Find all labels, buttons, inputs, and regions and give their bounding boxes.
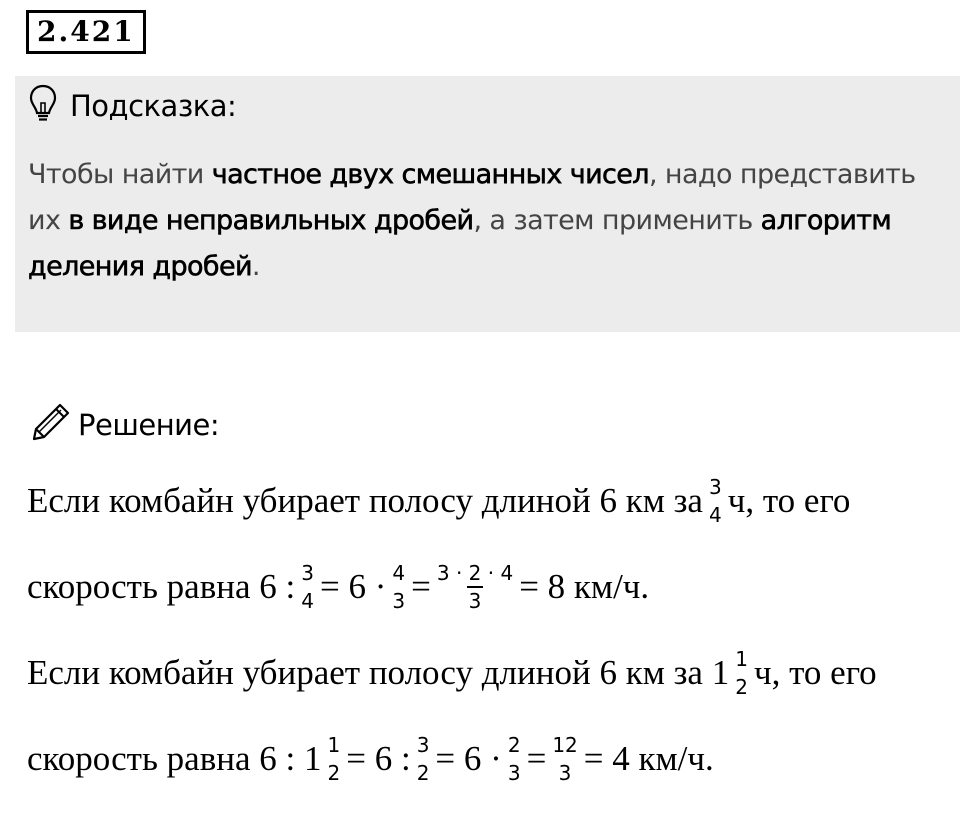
fraction [390,560,407,614]
denominator: 4 [708,503,722,527]
line-text: скорость равна 6 : 1 [27,739,322,778]
task-number: 2.421 [26,10,146,54]
lightbulb-icon [28,83,58,130]
line-text: = [411,567,431,606]
fraction [506,732,523,786]
denominator: 3 [467,586,484,614]
numerator: 12 [552,733,578,757]
numerator: 1 [327,733,341,757]
fraction [733,646,750,700]
numerator: 4 [392,561,406,585]
solution-line-4 [27,724,714,794]
pencil-icon [30,401,72,450]
numerator: 3 · 2 · 4 [436,561,514,585]
numerator: 2 [507,733,521,757]
hint-text-part: , надо представить их [28,159,916,236]
line-text: = 6 · [319,567,387,606]
solution-line-2 [27,552,649,622]
line-text: = 4 км/ч. [583,739,714,778]
fraction [435,560,515,614]
line-text: = 8 км/ч. [519,567,650,606]
hint-bold-phrase: в виде неправильных дробей [68,205,474,236]
solution-line-3 [27,638,877,708]
solution-title: Решение: [78,408,220,442]
denominator: 2 [416,761,430,785]
denominator: 2 [327,761,341,785]
fraction [415,732,432,786]
numerator: 3 [708,475,722,499]
line-text: ч, то его [753,653,877,692]
denominator: 3 [507,761,521,785]
solution-line-1 [27,466,850,536]
numerator: 3 [416,733,430,757]
fraction [325,732,342,786]
fraction [299,560,316,614]
fraction [550,732,579,786]
hint-text-part: Чтобы найти [28,159,212,190]
hint-text-part: , а затем применить [473,205,761,236]
line-text: Если комбайн убирает полосу длиной 6 км за 1 [27,653,730,692]
line-text: скорость равна 6 : [27,567,296,606]
hint-text-part: . [251,251,260,282]
line-text: = 6 : [346,739,411,778]
denominator: 2 [735,675,748,699]
numerator: 1 [735,647,748,671]
fraction [707,474,724,528]
line-text: ч, то его [727,481,851,520]
denominator: 4 [301,589,314,613]
denominator: 3 [392,589,406,613]
line-text: = 6 · [435,739,502,778]
hint-bold-phrase: алгоритм деления дробей [28,205,892,282]
line-text: Если комбайн убирает полосу длиной 6 км за [27,481,703,520]
solution-header [30,402,219,448]
line-text: = [526,739,547,778]
denominator: 3 [558,761,572,785]
hint-bold-phrase: частное двух смешанных чисел [211,159,649,190]
hint-text [28,152,928,290]
hint-header [28,84,236,128]
hint-title: Подсказка: [70,89,237,123]
numerator: 3 [301,561,314,585]
